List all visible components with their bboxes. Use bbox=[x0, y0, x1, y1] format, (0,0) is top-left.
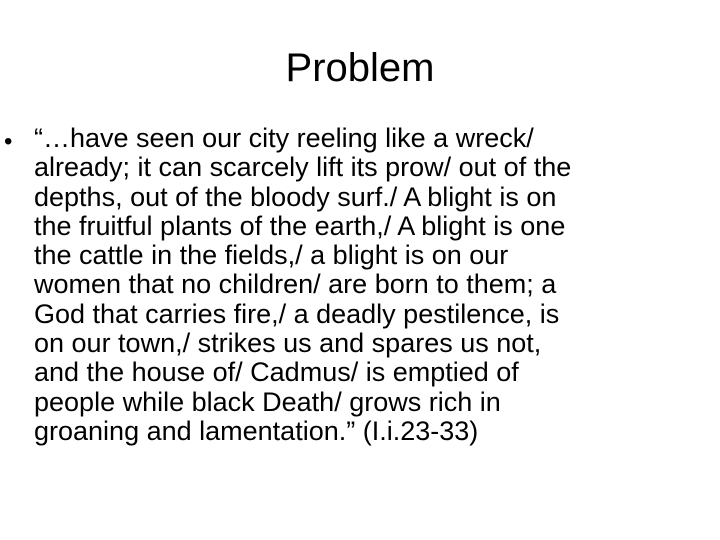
quote-line: the cattle in the fields,/ a blight is on our bbox=[34, 240, 509, 271]
quote-line: depths, out of the bloody surf./ A blight is on bbox=[34, 181, 557, 212]
bullet-marker: • bbox=[4, 128, 13, 155]
quote-line: women that no children/ are born to them; a bbox=[34, 269, 557, 300]
slide-title: Problem bbox=[285, 46, 435, 90]
quote-text bbox=[34, 124, 571, 446]
quote-line: already; it can scarcely lift its prow/ out of the bbox=[34, 152, 572, 183]
quote-line: the fruitful plants of the earth,/ A blight is one bbox=[34, 210, 566, 241]
quote-line: God that carries fire,/ a deadly pestilence, is bbox=[34, 298, 560, 329]
quote-line: groaning and lamentation.” (I.i.23-33) bbox=[34, 415, 479, 446]
quote-line: on our town,/ strikes us and spares us not, bbox=[34, 328, 542, 359]
quote-line: “…have seen our city reeling like a wreck/ bbox=[34, 123, 534, 153]
quote-line: people while black Death/ grows rich in bbox=[34, 386, 501, 417]
quote-line: and the house of/ Cadmus/ is emptied of bbox=[34, 357, 519, 388]
